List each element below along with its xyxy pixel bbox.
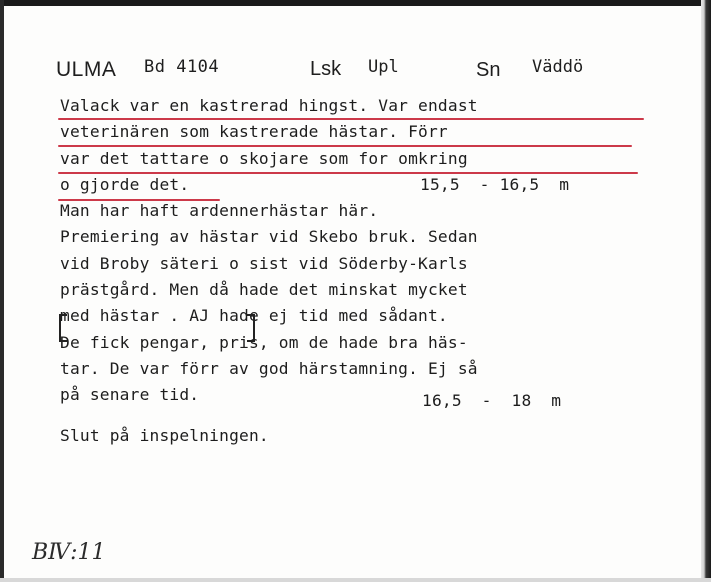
socken-value: Väddö <box>532 57 584 77</box>
scan-border-right <box>701 0 711 582</box>
scan-border-bottom <box>0 578 711 582</box>
archive-name: ULMA <box>56 58 117 81</box>
text-line: tar. De var förr av god härstamning. Ej så <box>60 358 478 378</box>
timecode: 15,5 - 16,5 m <box>420 174 570 194</box>
handwritten-shelfmark: BⅣ:11 <box>32 540 106 565</box>
text-line: på senare tid. 16,5 - 18 m <box>60 382 660 408</box>
bracket-left <box>59 314 67 342</box>
closing-line: Slut på inspelningen. <box>60 425 269 445</box>
text-line: Premiering av hästar vid Skebo bruk. Sedan <box>60 227 478 247</box>
scan-border-top <box>0 0 711 6</box>
socken-label: Sn <box>476 59 501 81</box>
text-line: veterinären som kastrerade hästar. Förr <box>60 122 448 142</box>
text-line: var det tattare o skojare som for omkring <box>60 148 468 168</box>
text-line: o gjorde det. 15,5 - 16,5 m <box>60 172 660 198</box>
scan-border-left <box>0 0 4 582</box>
text-line: Man har haft ardennerhästar här. <box>60 201 379 221</box>
timecode: 16,5 - 18 m <box>422 391 562 411</box>
bracket-right <box>247 314 255 342</box>
volume-number: Bd 4104 <box>144 57 220 77</box>
text-line: med hästar . AJ hade ej tid med sådant. <box>60 306 448 326</box>
text-line: De fick pengar, pris, om de hade bra häs- <box>60 332 468 352</box>
text-line: Valack var en kastrerad hingst. Var endast <box>60 96 478 115</box>
text-line: prästgård. Men då hade det minskat mycket <box>60 280 468 300</box>
landskap-value: Upl <box>368 57 399 77</box>
text-line: vid Broby säteri o sist vid Söderby-Karls <box>60 253 468 273</box>
landskap-label: Lsk <box>310 58 342 80</box>
card-body-text <box>60 93 660 449</box>
card-header <box>56 55 656 85</box>
